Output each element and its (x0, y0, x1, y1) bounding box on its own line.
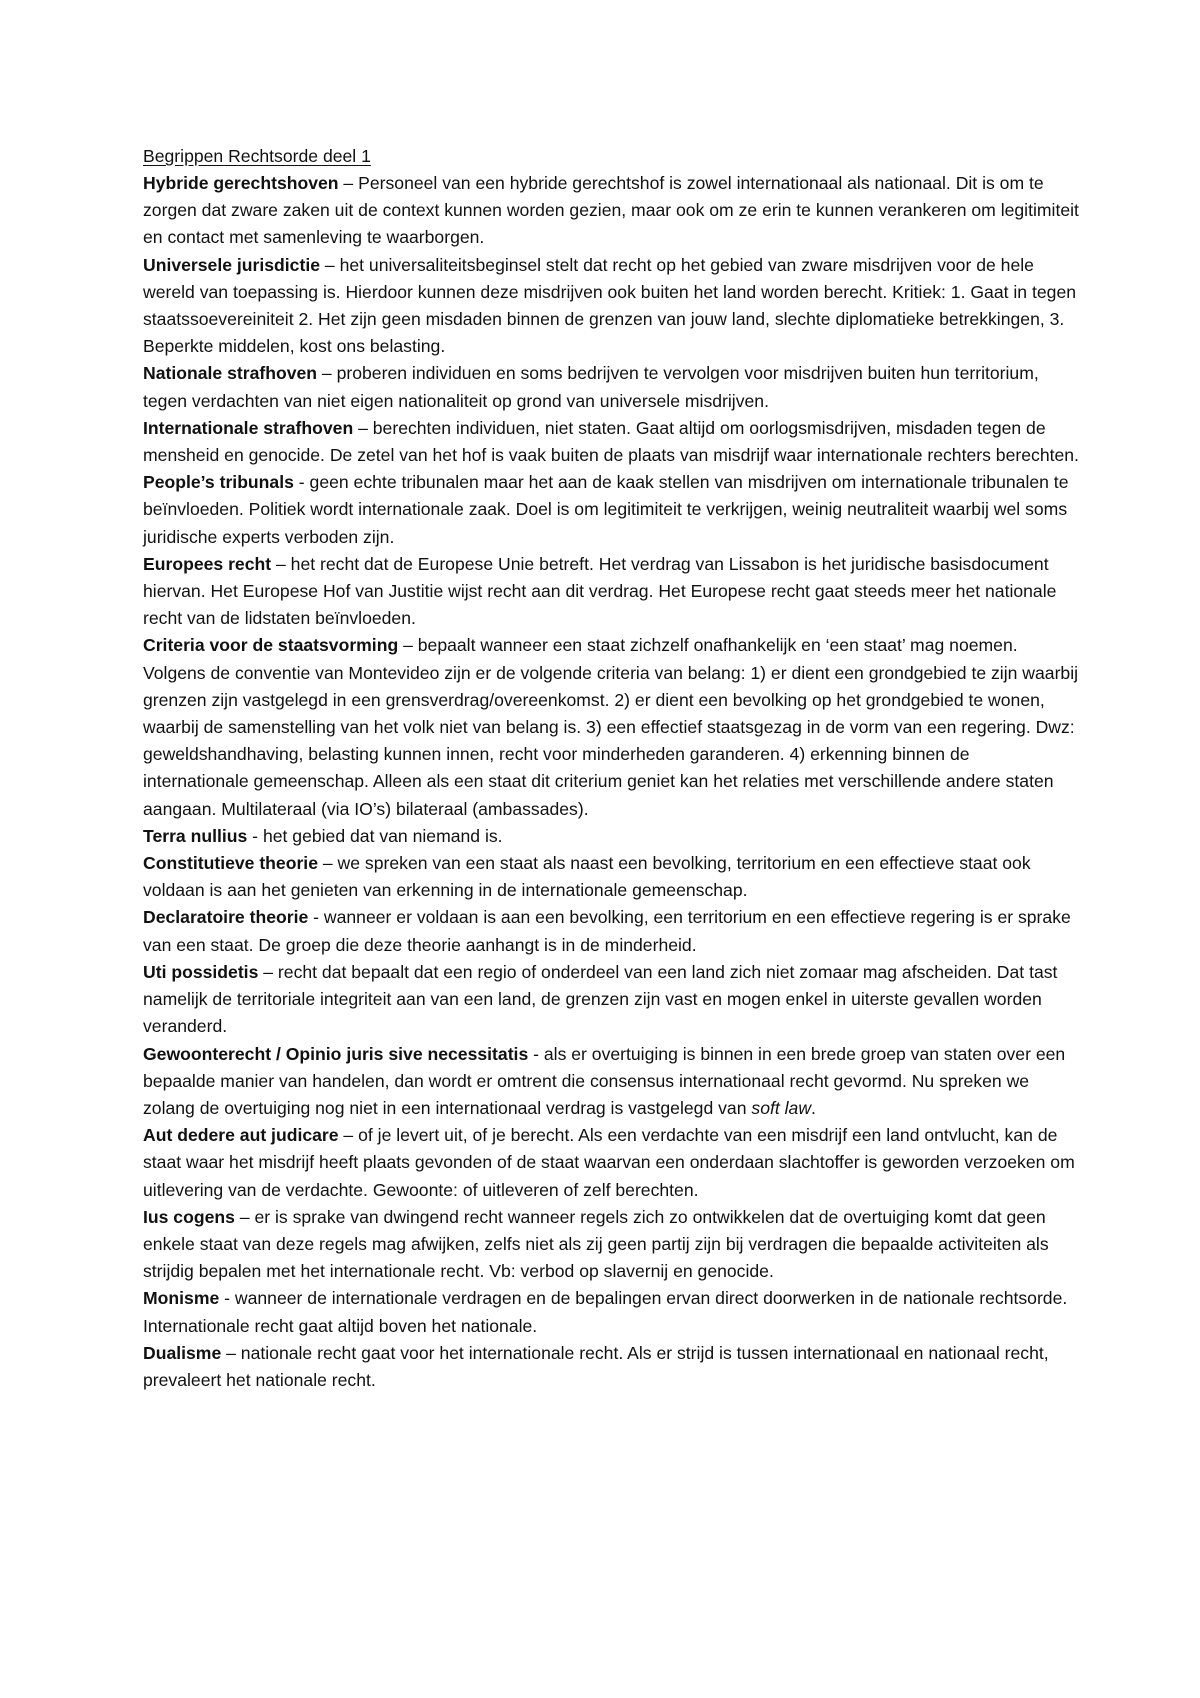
entry-term: Monisme (143, 1288, 220, 1309)
entry-definition: berechten individuen, niet staten. Gaat altijd om oorlogsmisdrijven, misdaden tegen de mensheid en genocide. De zetel van het hof is vaak buiten de plaats van misdrijf waar internationale rechters berechten. (143, 417, 1079, 466)
entry-separator: – (353, 417, 373, 438)
entry-term: Terra nullius (143, 825, 248, 846)
entry-separator: - (219, 1288, 235, 1309)
entry-term: Ius cogens (143, 1206, 235, 1227)
glossary-entry (143, 1285, 1080, 1339)
glossary-entry (143, 360, 1080, 414)
entry-separator: - (308, 907, 324, 928)
entry-definition: het universaliteitsbeginsel stelt dat recht op het gebied van zware misdrijven voor de hele wereld van toepassing is. Hierdoor kunnen deze misdrijven ook buiten het land worden berecht. Kritiek: 1. Gaat in tegen staatssoevereiniteit 2. Het zijn geen misdaden binnen de grenzen van jouw land, slechte diplomatieke betrekkingen, 3. Beperkte middelen, kost ons belasting. (143, 254, 1077, 357)
glossary-entry (143, 823, 1080, 850)
glossary-entry (143, 551, 1080, 633)
entry-definition: Personeel van een hybride gerechtshof is zowel internationaal als nationaal. Dit is om te zorgen dat zware zaken uit de context kunnen worden gezien, maar ook om ze erin te kunnen verankeren om legitimiteit en contact met samenleving te waarborgen. (143, 173, 1079, 248)
glossary-entry (143, 1204, 1080, 1286)
entry-definition: het gebied dat van niemand is. (262, 825, 503, 846)
entry-term: Constitutieve theorie (143, 853, 318, 874)
entry-definition: bepaalt wanneer een staat zichzelf onafhankelijk en ‘een staat’ mag noemen. Volgens de conventie van Montevideo zijn er de volgende criteria van belang: 1) er dient een grondgebied te zijn waarbij grenzen zijn vastgelegd in een grensverdrag/overeenkomst. 2) er dient een bevolking op het grondgebied te wonen, waarbij de samenstelling van het volk niet van belang is. 3) een effectief staatsgezag in de vorm van een regering. Dwz: geweldshandhaving, belasting kunnen innen, recht voor minderheden garanderen. 4) erkenning binnen de internationale gemeenschap. Alleen als een staat dit criterium geniet kan het relaties met verschillende andere staten aangaan. Multilateraal (via IO’s) bilateraal (ambassades). (143, 635, 1079, 819)
entry-definition: proberen individuen en soms bedrijven te vervolgen voor misdrijven buiten hun territorium, tegen verdachten van niet eigen nationaliteit op grond van universele misdrijven. (143, 363, 1039, 411)
entry-definition: er is sprake van dwingend recht wanneer regels zich zo ontwikkelen dat de overtuiging komt dat geen enkele staat van deze regels mag afwijken, zelfs niet als zij geen partij zijn bij verdragen die bepaalde activiteiten als strijdig bepalen met het internationale recht. Vb: verbod op slavernij en genocide. (143, 1206, 1049, 1282)
entry-definition: of je levert uit, of je berecht. Als een verdachte van een misdrijf een land ontvlucht, kan de staat waar het misdrijf heeft plaats gevonden of de staat waarvan een onderdaan slachtoffer is geworden verzoeken om uitlevering van de verdachte. Gewoonte: of uitleveren of zelf berechten. (143, 1125, 1075, 1200)
entry-separator: - (247, 825, 263, 846)
glossary-entry (143, 469, 1080, 551)
entry-separator: – (338, 173, 359, 193)
glossary-entry (143, 1122, 1080, 1204)
entry-definition: nationale recht gaat voor het internationale recht. Als er strijd is tussen internationaal en nationaal recht, prevaleert het nationale recht. (143, 1342, 1049, 1390)
glossary-entries (143, 170, 1080, 1394)
document-title: Begrippen Rechtsorde deel 1 (143, 146, 371, 166)
glossary-entry (143, 1340, 1080, 1394)
entry-separator: – (317, 363, 337, 384)
entry-term: Hybride gerechtshoven (143, 173, 339, 193)
entry-definition: het recht dat de Europese Unie betreft. Het verdrag van Lissabon is het juridische basisdocument hiervan. Het Europese Hof van Justitie wijst recht aan dit verdrag. Het Europese recht gaat steeds meer het nationale recht van de lidstaten beïnvloeden. (143, 553, 1057, 629)
entry-separator: – (320, 254, 340, 275)
entry-term: Declaratoire theorie (143, 907, 309, 928)
glossary-entry (143, 252, 1080, 361)
entry-separator: - (528, 1043, 544, 1064)
entry-term: Aut dedere aut judicare (143, 1125, 339, 1146)
entry-separator: - (293, 472, 310, 493)
entry-term: Dualisme (143, 1342, 222, 1363)
entry-separator: – (234, 1206, 255, 1227)
entry-definition: wanneer de internationale verdragen en de bepalingen ervan direct doorwerken in de nationale rechtsorde. Internationale recht gaat altijd boven het nationale. (143, 1288, 1068, 1336)
entry-separator: – (338, 1125, 359, 1146)
entry-term: Europees recht (143, 553, 272, 574)
entry-separator: – (221, 1342, 241, 1363)
entry-separator: – (317, 853, 338, 874)
glossary-entry (143, 632, 1080, 822)
glossary-entry (143, 850, 1080, 904)
entry-term: Internationale strafhoven (143, 417, 354, 438)
entry-definition: wanneer er voldaan is aan een bevolking, een territorium en een effectieve regering is er sprake van een staat. De groep die deze theorie aanhangt is in de minderheid. (143, 907, 1071, 955)
entry-separator: – (398, 635, 418, 656)
entry-definition-italic: soft law (751, 1097, 812, 1118)
entry-definition: recht dat bepaalt dat een regio of onderdeel van een land zich niet zomaar mag afscheiden. Dat tast namelijk de territoriale integriteit aan van een land, de grenzen zijn vast en mogen enkel in uiterste gevallen worden veranderd. (143, 961, 1058, 1037)
entry-term: People’s tribunals (143, 472, 294, 493)
entry-definition-end: . (811, 1097, 816, 1118)
glossary-entry (143, 1041, 1080, 1123)
entry-definition: we spreken van een staat als naast een bevolking, territorium en een effectieve staat ook voldaan is aan het genieten van erkenning in de internationale gemeenschap. (143, 853, 1031, 901)
glossary-entry (143, 415, 1080, 469)
entry-separator: – (258, 961, 278, 982)
entry-term: Gewoonterecht / Opinio juris sive necessitatis (143, 1043, 529, 1064)
entry-term: Uti possidetis (143, 961, 259, 982)
entry-term: Universele jurisdictie (143, 254, 320, 275)
entry-definition: geen echte tribunalen maar het aan de kaak stellen van misdrijven om internationale tribunalen te beïnvloeden. Politiek wordt internationale zaak. Doel is om legitimiteit te verkrijgen, weinig neutraliteit waarbij wel soms juridische experts verboden zijn. (143, 472, 1069, 547)
entry-term: Nationale strafhoven (143, 363, 318, 384)
entry-definition: als er overtuiging is binnen in een brede groep van staten over een bepaalde manier van handelen, dan wordt er omtrent die consensus internationaal recht gevormd. Nu spreken we zolang de overtuiging nog niet in een internationaal verdrag is vastgelegd van (143, 1043, 1066, 1118)
entry-term: Criteria voor de staatsvorming (143, 635, 399, 656)
glossary-entry (143, 904, 1080, 958)
glossary-entry (143, 959, 1080, 1041)
entry-separator: – (271, 553, 291, 574)
glossary-entry (143, 170, 1080, 252)
